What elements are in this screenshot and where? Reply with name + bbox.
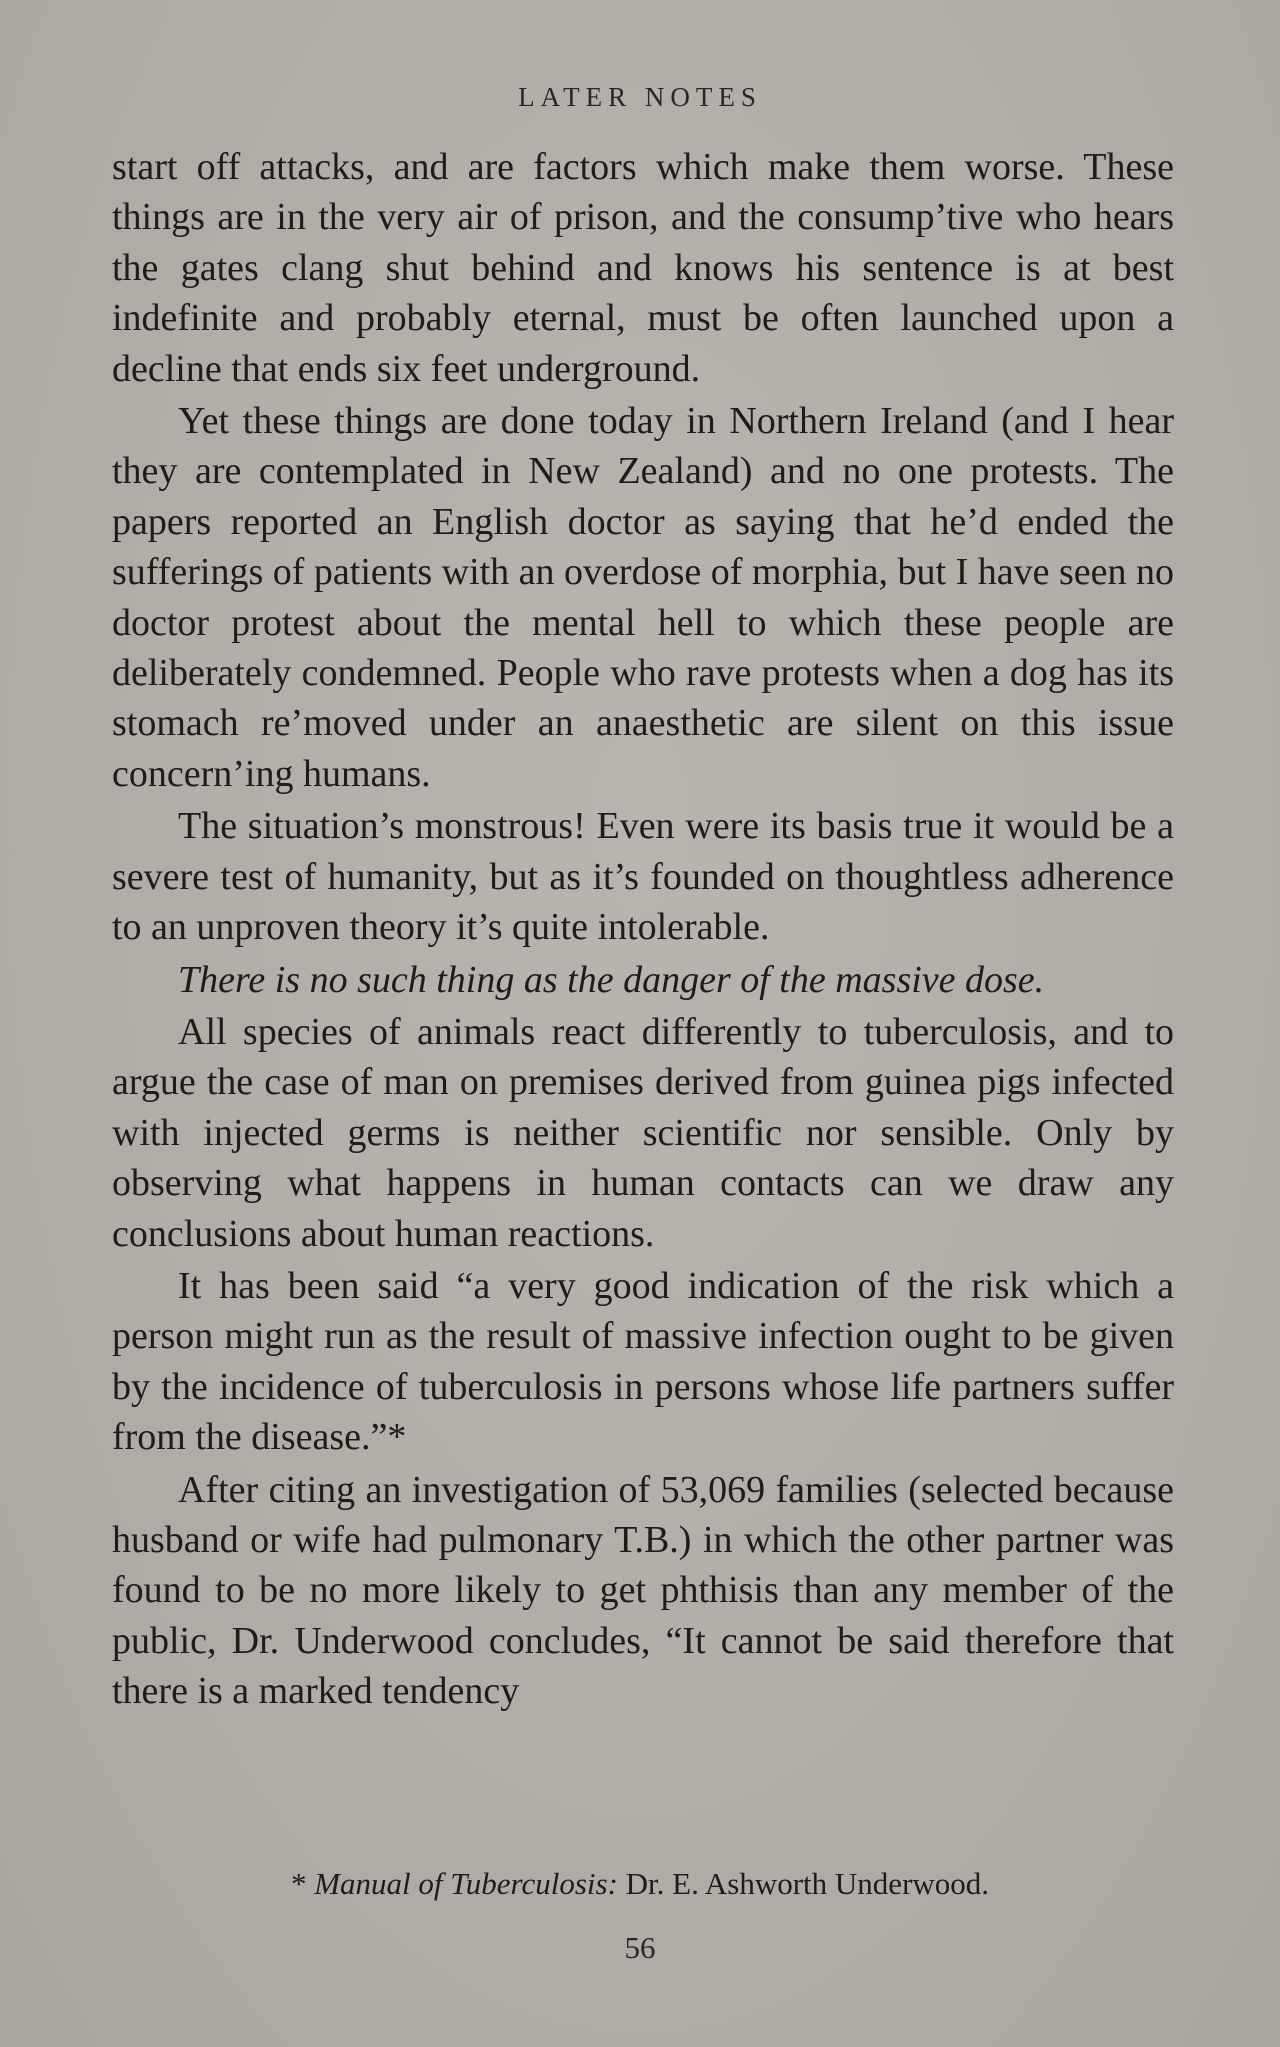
paragraph-1: start off attacks, and are factors which make them worse. These things are in the very air of prison, and the consump’tive who hears the gates clang shut behind and knows his sentence is at best indefinite and probably eternal, must be often launched upon a decline that ends six feet underground.: [112, 146, 1174, 390]
running-head: LATER NOTES: [518, 82, 762, 112]
paragraph-5: All species of animals react differently to tuberculosis, and to argue the case of man on premises derived from guinea pigs infected with injected germs is neither scientific nor sensible. Only by observing what happens in human contacts can we draw any conclusions about human reactions.: [112, 1010, 1174, 1255]
footnote-marker: *: [290, 1866, 307, 1901]
paragraph-7: After citing an investigation of 53,069 families (selected because husband or wife had pulmonary T.B.) in which the other partner was found to be no more likely to get phthisis than any member of the public, Dr. Underwood concludes, “It cannot be said therefore that there is a marked tendency: [112, 1468, 1174, 1713]
paragraph-4-italic: There is no such thing as the danger of the massive dose.: [178, 958, 1045, 1001]
paragraph-6: It has been said “a very good indication of the risk which a person might run as the result of massive infection ought to be given by the incidence of tuberculosis in persons whose life partners suffer from the disease.”*: [112, 1264, 1174, 1459]
footnote-author: Dr. E. Ashworth Underwood.: [625, 1866, 990, 1901]
footnote: [0, 1866, 1280, 1902]
paragraph-3: The situation’s monstrous! Even were its basis true it would be a severe test of humanity, but as it’s founded on thoughtless adherence to an unproven theory it’s quite intolerable.: [112, 805, 1174, 949]
paragraph-2: Yet these things are done today in Northern Ireland (and I hear they are contemplated in New Zealand) and no one protests. The papers reported an English doctor as saying that he’d ended the sufferings of patients with an overdose of morphia, but I have seen no doctor protest about the mental hell to which these people are deliberately condemned. People who rave protests when a dog has its stomach re’moved under an anaesthetic are silent on this issue concern’ing humans.: [112, 400, 1174, 795]
footnote-title: Manual of Tuberculosis:: [314, 1866, 618, 1901]
page-number: 56: [624, 1930, 656, 1965]
body-text: [112, 142, 1174, 1719]
